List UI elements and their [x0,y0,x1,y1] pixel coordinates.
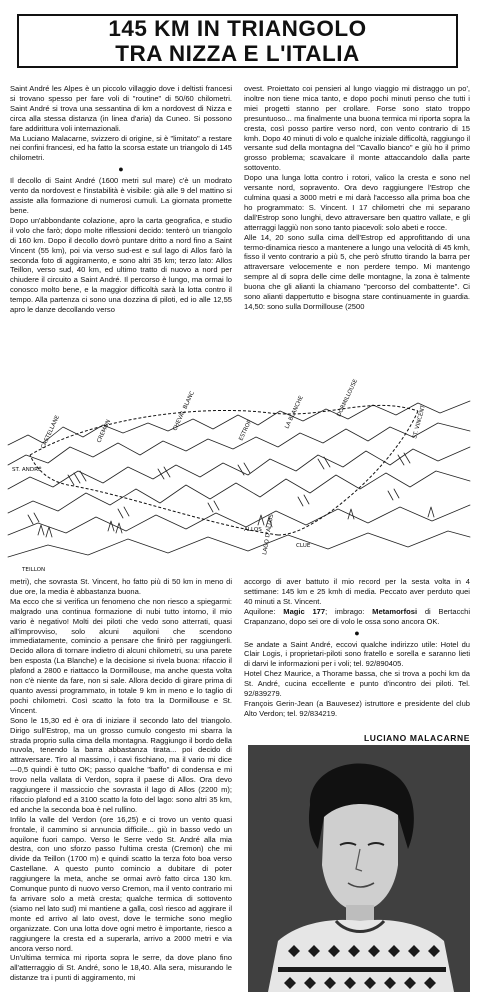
paragraph: Il decollo di Saint André (1600 metri sul mare) c'è un modrato vento da nordovest e l'instabilità è visibile: già alle 9 del mattino si assiste alla formazione di numerosi cumuli. La giornata promette bene. [10,176,232,215]
label-cheval-blanc: CHEVAL BLANC [172,390,196,432]
paragraph: Saint André les Alpes è un piccolo villaggio dove i deltisti francesi si trovano spesso per fare voli di "routine" di 50/60 chilometri. Saint André si trova una sessantina di km a nordovest di Nizza e circa alla stessa distanza (in linea d'aria) da Cuneo. Si possono fare addirittura voli internazionali. [10,84,232,133]
paragraph: Dopo una lunga lotta contro i rotori, valico la cresta e sono nel versante nord, sopravento. Ora devo raggiungere l'Estrop che culmina quasi a 3000 metri e mi darà l'accesso alla prima boa che ho programmato: S. Vincent. I 17 chilometri che mi separano dall'Estrop sono lunghi, devo attraversare ben quattro vallate, e gli atterraggi laggiù non sono tanto piacevoli: solo abeti e rocce. [244,173,470,232]
paragraph: François Gerin-Jean (a Bauvesez) istruttore e presidente del club Alto Verdon; tel. 92/834219. [244,698,470,718]
author-photo [248,745,470,992]
paragraph: Dopo un'abbondante colazione, apro la carta geografica, e studio il volo che farò; dopo molte riflessioni decido: tenterò un triangolo di 160 km. Dopo il decollo dovrò puntare dritto a nord fino a Saint Vincent (55 km), poi via verso sud-est e sul lago di Allos farò la seconda foto di aggiramento, e sono altri 35 km; terzo lato: Allos Teillon, verso sud, 40 km, ed ultimo tratto di nuovo a nord per chiudere il circuito a Saint André. Il percorso è lungo, ma ormai lo conosco molto bene, e la maggior difficoltà sarà la lotta contro il tempo. Alla partenza ci sono una dozzina di piloti, ed io alle 12,55 apro le danze decollando verso [10,215,232,315]
aquilone-label: Aquilone: [244,606,276,616]
label-estrop: ESTROP [238,419,254,442]
equipment-note [244,607,470,627]
title-box [17,14,458,68]
paragraph: Sono le 15,30 ed è ora di iniziare il secondo lato del triangolo. Dirigo sull'Estrop, ma un grosso cumulo congesto mi sbarra la strada proprio sulla cima della montagna. Raggiungo il bordo della nuvola, tenendo la barra abbastanza tirata... poi decido di attraversare. Tiro al massimo, i cavi fischiano, ma il vario mi dice —0,5 quindi è tutto OK; passo qualche "baffo" di condensa e mi trovo nella vallata di Verdon, sopra il paese di Allos. Ora devo raggiungere il massiccio che sovrasta il lago di Allos (2200 m); rifaccio plafond ed a 3100 scatto la foto del lago: sono altri 35 km, ed anche la seconda boa è nel rullino. [10,715,232,814]
label-cremon: CREMON [96,418,113,444]
equipment-rest: di Bertacchi Crapanzano, dopo sei ore di volo le ossa sono ancora OK. [244,606,470,626]
author-caption: LUCIANO MALACARNE [363,733,470,743]
article-column-3 [10,577,232,983]
paragraph: Se andate a Saint André, eccovi qualche indirizzo utile: Hotel du Clair Logis, i proprietari-piloti sono fratello e sorella e saranno lieti di darvi le informazioni per i voli; tel. 92/890405. [244,639,470,669]
route-sketch [8,378,470,573]
label-la-blanche: LA BLANCHE [284,395,305,430]
paragraph: accorgo di aver battuto il mio record per la sesta volta in 4 settimane: 145 km e 25 kmh di media. Peccato aver perduto quei 40 minuti a St. Vincent. [244,577,470,606]
paragraph: Ma Luciano Malacarne, svizzero di origine, si è "limitato" a restare nei confini francesi, ed ha fatto la scorsa estate un triangolo di 145 chilometri. [10,133,232,163]
paragraph: Un'ultima termica mi riporta sopra le serre, da dove plano fino all'atterraggio di St. André, sono le 18,40. Alla sera, misurando le distanze tra i punti di aggiramento, mi [10,953,232,983]
label-clue: CLUE [296,543,311,549]
paragraph: Ma ecco che si verifica un fenomeno che non riesco a spiegarmi: malgrado una continua formazione di nubi tutto intorno, il mio vario è negativo! Molti dei piloti che vedo sono atterrati, quasi all'improvviso, solo alcuni aquiloni che scendono immediatamente, comincio a pensare che finirò per raggiungerli. Decido allora di tornare indietro di alcuni chilometri, su una parete ben esposta (La Blanche) e la decisione si rivela buona: rifaccio il plafond a 2800 e riattacco la Dormillouse, ma anche questa volta non c'è niente da fare, non si sale. Allora decido di girare prima di quanto avessi programmato, in totale 9 km in meno e lo taglio di pochi chilometri. Così scatto la foto tra la Dormillouse e St. Vincent. [10,596,232,715]
label-st-vincent: ST. VINCENT [412,404,427,440]
headline-line-2: TRA NIZZA E L'ITALIA [115,41,360,66]
label-lago-allos: LAGO D'ALLOS [262,513,276,556]
label-allos: ALLOS [244,527,262,533]
paragraph: metri), che sovrasta St. Vincent, ho fatto più di 50 km in meno di due ore, la media è abbastanza buona. [10,577,232,596]
section-bullet: ● [354,627,360,638]
article-column-2 [244,84,470,312]
section-bullet: ● [118,164,124,175]
paragraph: Hotel Chez Maurice, a Thorame bassa, che si trova a pochi km da St. André, cucina eccellente e punto d'incontro dei piloti. Tel. 92/839279. [244,669,470,699]
label-dormillouse: DORMILLOUSE [336,378,360,418]
label-teillon: TEILLON [22,567,46,573]
aquilone-value: Magic 177 [283,606,326,616]
label-castellane: CASTELLANE [40,414,62,450]
imbrago-value: Metamorfosi [372,606,418,616]
imbrago-label: ; imbrago: [325,606,365,616]
paragraph: ovest. Proiettato coi pensieri al lungo viaggio mi distraggo un po', inoltre non tiene mica tanto, e dopo pochi minuti penso che tutti i miei progetti stanno per crollare. Forse sono stato troppo presuntuoso... ma finalmente una buona termica mi riporta sopra la cresta, così posso partire verso nord, con vento contrario di 15 kmh. Dopo 40 minuti di volo e qualche iniziale difficoltà, raggiungo il versante sud della montagna del "Cavallo bianco" e giù ho il primo grosso problema; scavalcare il monte attaccandolo dalla parte sottovento. [244,84,470,173]
paragraph: Alle 14, 20 sono sulla cima dell'Estrop ed approfittando di una termo-dinamica riesco a mantenere a lungo una velocità di 45 kmh, fisso il vento contrario a più 5, che però sfrutto tirando la barra per attraversare velocemente e non perdere tempo. Mi mantengo sempre al di sopra delle cime delle montagne, la zona è talmente buona che gli alianti la chiamano "percorso del combattente". Ci sono alianti dappertutto e bisogna stare continuamente in guardia. 14,50: sono sulla Dormillouse (2500 [244,232,470,311]
article-column-4 [244,577,470,719]
label-saint-andre: ST. ANDRÉ [12,467,42,473]
paragraph: Infilo la valle del Verdon (ore 16,25) e ci trovo un vento quasi frontale, il cammino si annuncia difficile... giù in basso vedo un aquilone fuori campo. Verso le Serre vedo St. André alla mia destra, con uno sforzo passo l'ultima cresta (Cremon) che mi divide da Teillon (1700 m) e quindi scatto la terza foto boa verso Castellane. A questo punto comincio a dubitare di poter raggiungere la meta, anche se ormai avrò fatto circa 130 km. Comunque punto di nuovo verso Cremon, ma il vento contrario mi fa arrivare solo a metà cresta; qualche termica di sottovento (siamo nel lato sud) mi mantiene a galla, così riesco ad aggirare il monte ed arrivo al lato ovest, dove le termiche sono meglio organizzate. Con una lotta dove ogni metro è importante, riesco a raggiungere la cresta ed a superarla, arrivo a 2000 metri e via ancora verso nord. [10,814,232,953]
headline-line-1: 145 KM IN TRIANGOLO [108,16,367,41]
article-column-1 [10,84,232,315]
